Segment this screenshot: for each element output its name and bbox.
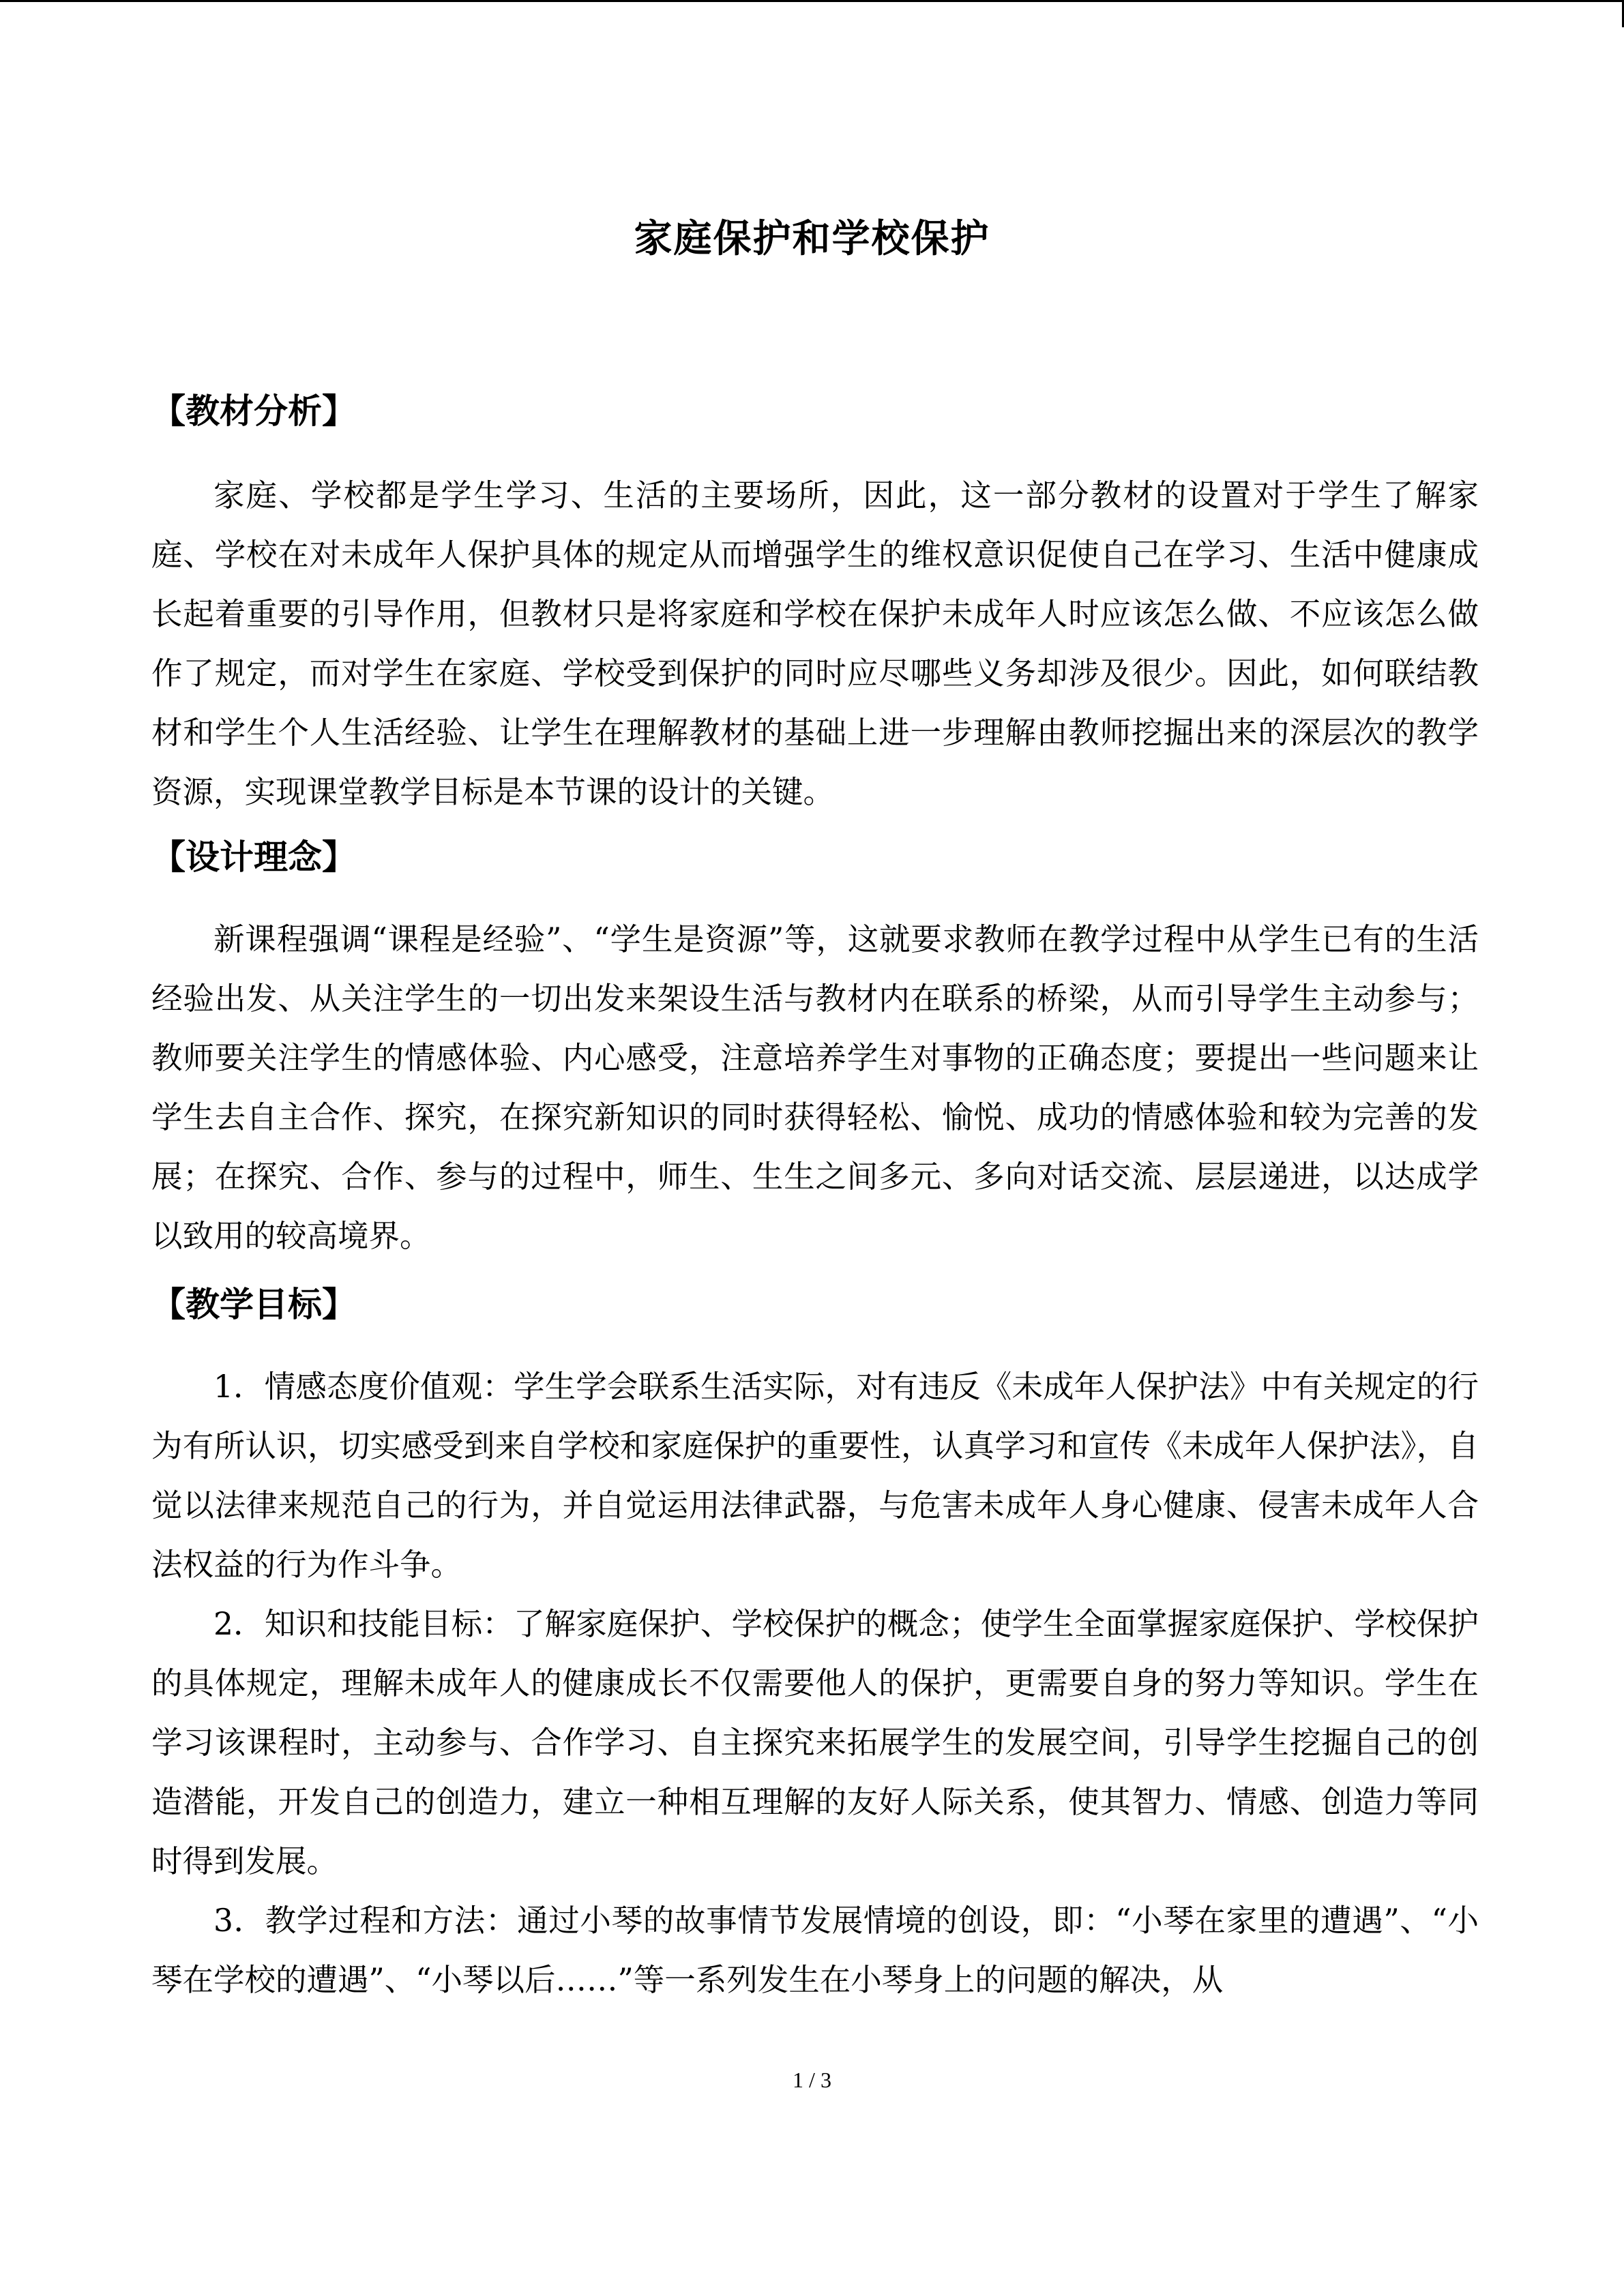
section-heading-analysis: 【教材分析】 bbox=[151, 391, 356, 431]
page-number: 1 / 3 bbox=[793, 2068, 831, 2092]
section-heading-concept: 【设计理念】 bbox=[151, 837, 356, 877]
document-title: 家庭保护和学校保护 bbox=[634, 216, 990, 261]
paragraph-objective-3: 3．教学过程和方法：通过小琴的故事情节发展情境的创设，即：“小琴在家里的遭遇”、“小琴在学校的遭遇”、“小琴以后……”等一系列发生在小琴身上的问题的解决，从 bbox=[151, 1903, 1479, 1998]
paragraph-objective-2: 2．知识和技能目标：了解家庭保护、学校保护的概念；使学生全面掌握家庭保护、学校保护的具体规定，理解未成年人的健康成长不仅需要他人的保护，更需要自身的努力等知识。学生在学习该课程时，主动参与、合作学习、自主探究来拓展学生的发展空间，引导学生挖掘自己的创造潜能，开发自己的创造力，建立一种相互理解的友好人际关系，使其智力、情感、创造力等同时得到发展。 bbox=[151, 1606, 1479, 1879]
paragraph-objective-1: 1．情感态度价值观：学生学会联系生活实际，对有违反《未成年人保护法》中有关规定的行为有所认识，切实感受到来自学校和家庭保护的重要性，认真学习和宣传《未成年人保护法》，自觉以法律来规范自己的行为，并自觉运用法律武器，与危害未成年人身心健康、侵害未成年人合法权益的行为作斗争。 bbox=[151, 1369, 1479, 1583]
paragraph-concept: 新课程强调“课程是经验”、“学生是资源”等，这就要求教师在教学过程中从学生已有的生活经验出发、从关注学生的一切出发来架设生活与教材内在联系的桥梁，从而引导学生主动参与；教师要关注学生的情感体验、内心感受，注意培养学生对事物的正确态度；要提出一些问题来让学生去自主合作、探究，在探究新知识的同时获得轻松、愉悦、成功的情感体验和较为完善的发展；在探究、合作、参与的过程中，师生、生生之间多元、多向对话交流、层层递进，以达成学以致用的较高境界。 bbox=[151, 921, 1479, 1254]
top-border-line bbox=[0, 0, 1624, 2]
section-heading-objectives: 【教学目标】 bbox=[151, 1285, 356, 1324]
paragraph-analysis: 家庭、学校都是学生学习、生活的主要场所，因此，这一部分教材的设置对于学生了解家庭、学校在对未成年人保护具体的规定从而增强学生的维权意识促使自己在学习、生活中健康成长起着重要的引导作用，但教材只是将家庭和学校在保护未成年人时应该怎么做、不应该怎么做作了规定，而对学生在家庭、学校受到保护的同时应尽哪些义务却涉及很少。因此，如何联结教材和学生个人生活经验、让学生在理解教材的基础上进一步理解由教师挖掘出来的深层次的教学资源，实现课堂教学目标是本节课的设计的关键。 bbox=[151, 477, 1479, 810]
